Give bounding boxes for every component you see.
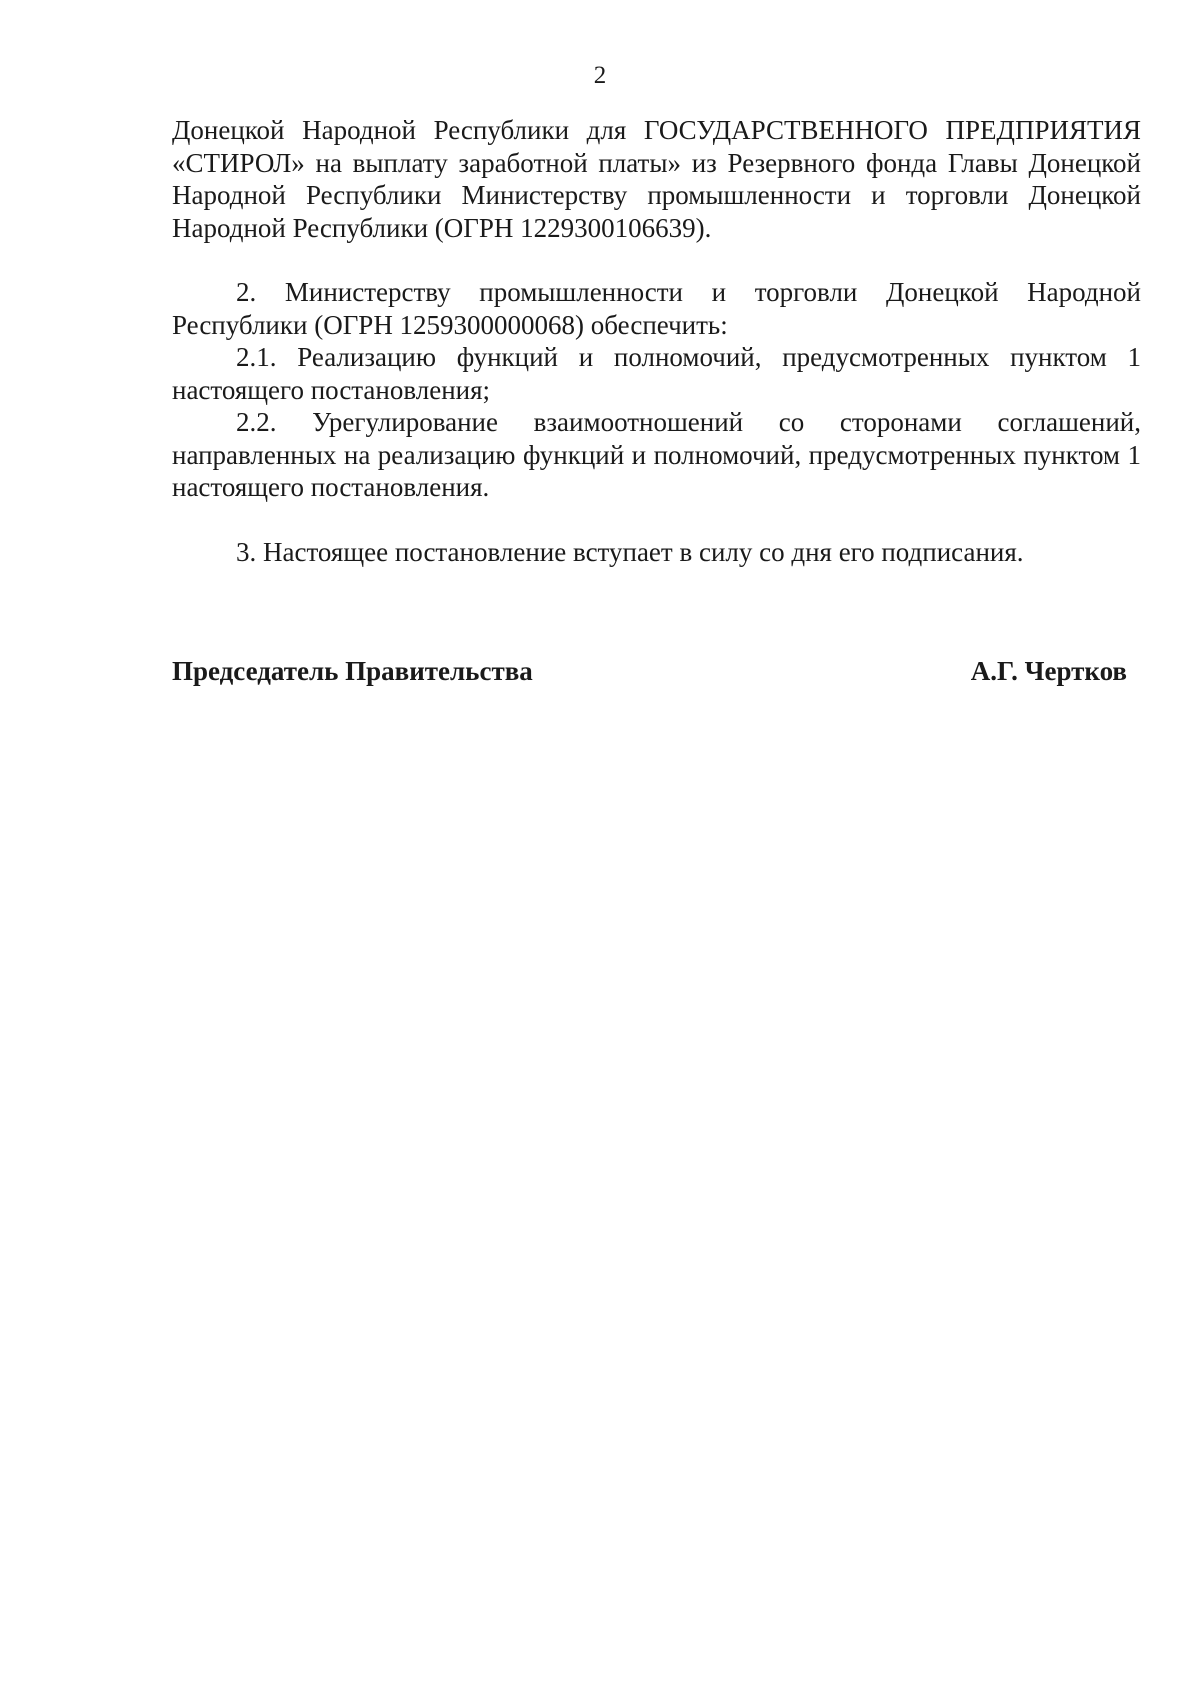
paragraph-clause-2-2: 2.2. Урегулирование взаимоотношений со сторонами соглашений, направленных на реализацию функций и полномочий, предусмотренных пунктом 1 настоящего постановления. — [172, 407, 1141, 502]
paragraph-clause-2: 2. Министерству промышленности и торговли Донецкой Народной Республики (ОГРН 1259300000068) обеспечить: — [172, 277, 1141, 340]
signatory-name: А.Г. Чертков — [970, 656, 1127, 686]
paragraph-continuation: Донецкой Народной Республики для ГОСУДАРСТВЕННОГО ПРЕДПРИЯТИЯ «СТИРОЛ» на выплату заработной платы» из Резервного фонда Главы Донецкой Народной Республики Министерству промышленности и торговли Донецкой Народной Республики (ОГРН 1229300106639). — [172, 115, 1141, 243]
paragraph-clause-2-1: 2.1. Реализацию функций и полномочий, предусмотренных пунктом 1 настоящего постановления; — [172, 342, 1141, 405]
page-number: 2 — [593, 62, 607, 89]
document-body — [172, 114, 1141, 568]
paragraph-clause-3: 3. Настоящее постановление вступает в силу со дня его подписания. — [236, 536, 1024, 567]
signatory-title: Председатель Правительства — [172, 656, 533, 686]
signature-block — [172, 654, 1127, 688]
